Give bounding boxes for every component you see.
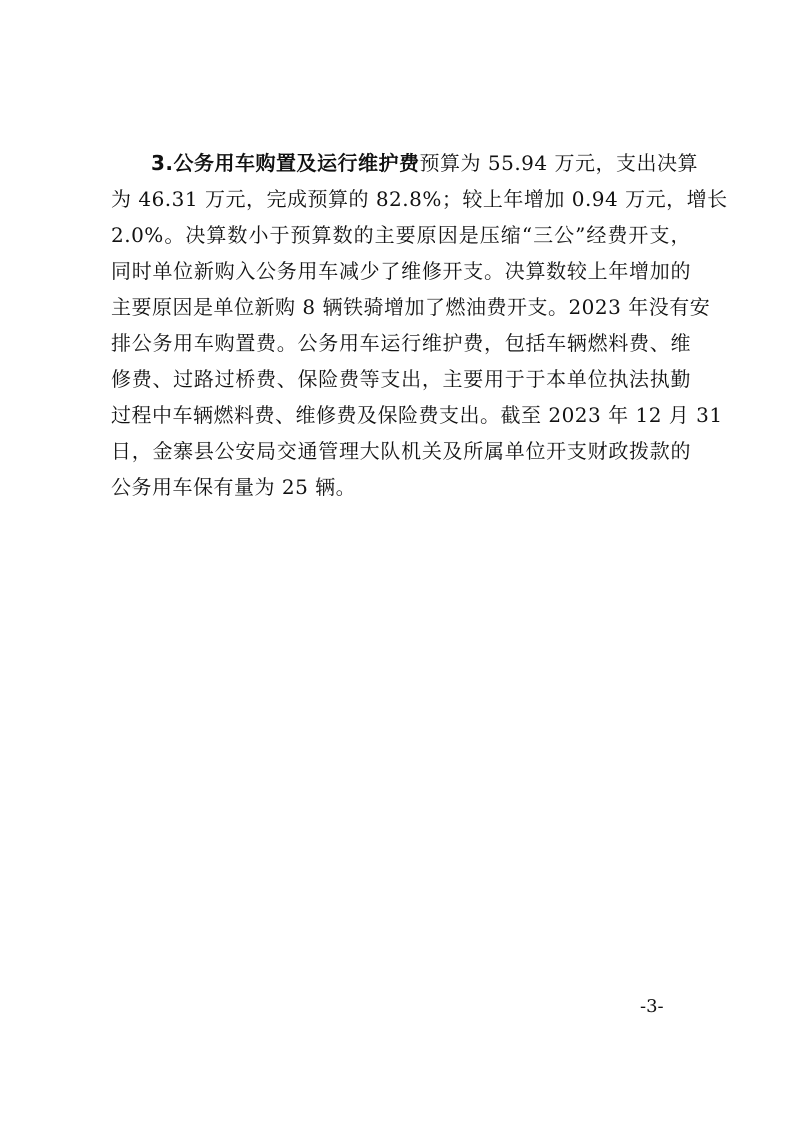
paragraph-line-7: 修费、过路过桥费、保险费等支出，主要用于于本单位执法执勤 <box>111 367 691 391</box>
paragraph-official-vehicle-expenses <box>111 145 728 505</box>
paragraph-line-8: 过程中车辆燃料费、维修费及保险费支出。截至 2023 年 12 月 31 <box>111 403 723 427</box>
paragraph-line-9: 日，金寨县公安局交通管理大队机关及所属单位开支财政拨款的 <box>111 439 691 463</box>
page-number: -3- <box>640 996 664 1017</box>
paragraph-line-1-text: 预算为 55.94 万元，支出决算 <box>419 151 698 175</box>
paragraph-line-2: 为 46.31 万元，完成预算的 82.8%；较上年增加 0.94 万元，增长 <box>111 187 728 211</box>
paragraph-line-5: 主要原因是单位新购 8 辆铁骑增加了燃油费开支。2023 年没有安 <box>111 295 711 319</box>
paragraph-line-4: 同时单位新购入公务用车减少了维修开支。决算数较上年增加的 <box>111 259 691 283</box>
paragraph-line-6: 排公务用车购置费。公务用车运行维护费，包括车辆燃料费、维 <box>111 331 691 355</box>
paragraph-line-10: 公务用车保有量为 25 辆。 <box>111 475 357 499</box>
paragraph-line-1 <box>111 145 698 181</box>
section-heading: 3.公务用车购置及运行维护费 <box>151 151 420 175</box>
paragraph-line-3: 2.0%。决算数小于预算数的主要原因是压缩“三公”经费开支， <box>111 223 691 247</box>
